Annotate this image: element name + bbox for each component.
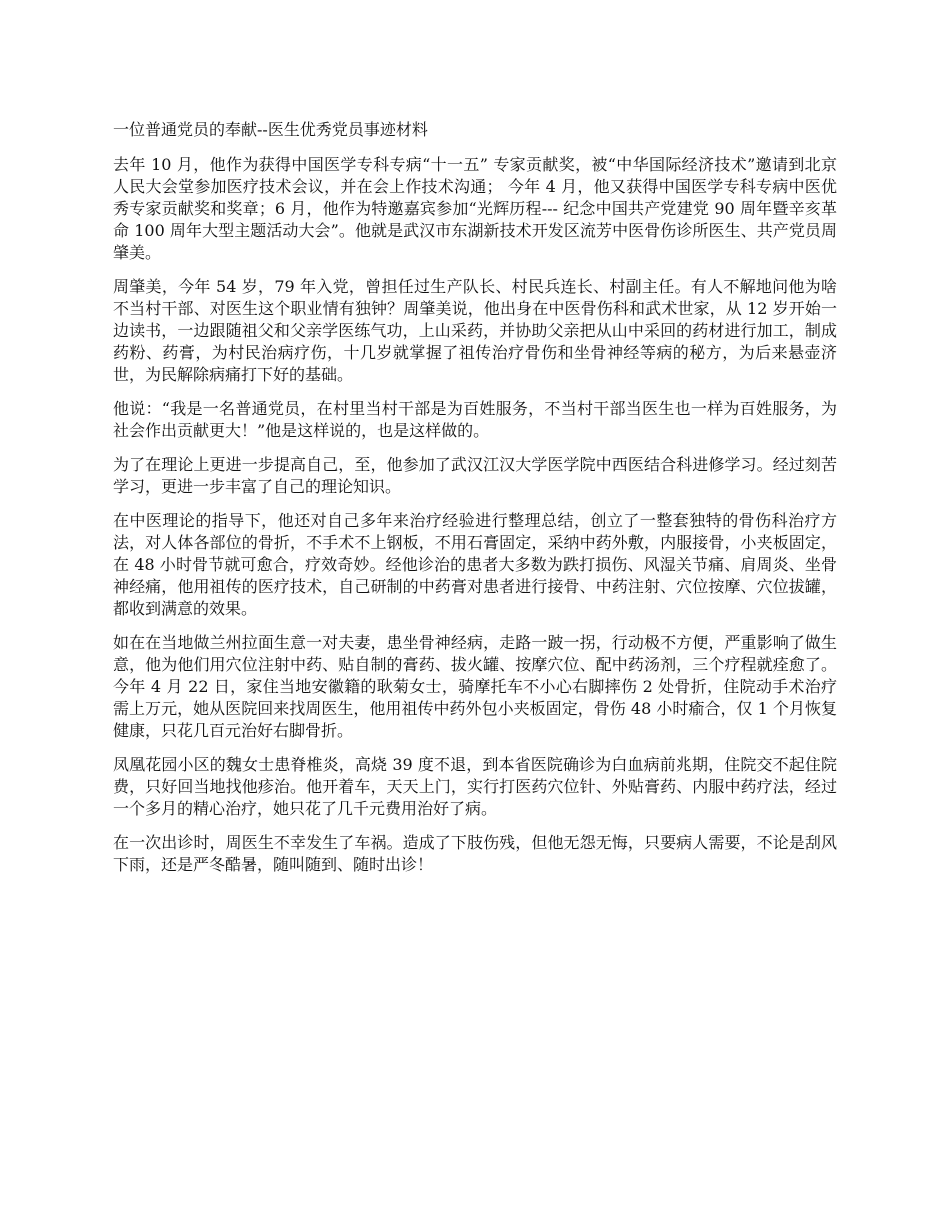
paragraph-8: 在一次出诊时，周医生不幸发生了车祸。造成了下肢伤残，但他无怨无悔，只要病人需要，不论是刮风下雨，还是严冬酷暑，随叫随到、随时出诊！ — [113, 833, 837, 874]
paragraph-7: 凤凰花园小区的魏女士患脊椎炎，高烧 39 度不退，到本省医院确诊为白血病前兆期，住院交不起住院费，只好回当地找他疹治。他开着车，天天上门，实行打医药穴位针、外贴膏药、内服中药疗法，经过一个多月的精心治疗，她只花了几千元费用治好了病。 — [113, 755, 837, 818]
paragraph-2: 周肇美，今年 54 岁，79 年入党，曾担任过生产队长、村民兵连长、村副主任。有人不解地问他为啥不当村干部、对医生这个职业情有独钟？周肇美说，他出身在中医骨伤科和武术世家，从 12 岁开始一边读书，一边跟随祖父和父亲学医练气功，上山采药，并协助父亲把从山中采回的药材进行加工，制成药粉、药膏，为村民治病疗伤，十几岁就掌握了祖传治疗骨伤和坐骨神经等病的秘方，为后来悬壶济世，为民解除病痛打下好的基础。 — [113, 277, 837, 384]
paragraph-4: 为了在理论上更进一步提高自己，至，他参加了武汉江汉大学医学院中西医结合科进修学习。经过刻苦学习，更进一步丰富了自己的理论知识。 — [113, 455, 837, 496]
paragraph-6: 如在在当地做兰州拉面生意一对夫妻，患坐骨神经病，走路一跛一拐，行动极不方便，严重影响了做生意，他为他们用穴位注射中药、贴自制的膏药、拔火罐、按摩穴位、配中药汤剂，三个疗程就痊愈了。今年 4 月 22 日，家住当地安徽籍的耿菊女士，骑摩托车不小心右脚摔伤 2 处骨折，住院动手术治疗需上万元，她从医院回来找周医生，他用祖传中药外包小夹板固定，骨伤 48 小时瘉合，仅 1 个月恢复健康，只花几百元治好右脚骨折。 — [113, 633, 837, 740]
paragraph-1: 去年 10 月，他作为获得中国医学专科专病“十一五” 专家贡献奖，被“中华国际经济技术”邀请到北京人民大会堂参加医疗技术会议，并在会上作技术沟通； 今年 4 月，他又获得中国医学专科专病中医优秀专家贡献奖和奖章；6 月，他作为特邀嘉宾参加“光辉历程--- 纪念中国共产党建党 90 周年暨辛亥革命 100 周年大型主题活动大会”。他就是武汉市东湖新技术开发区流芳中医骨伤诊所医生、共产党员周肇美。 — [113, 155, 837, 262]
paragraph-3: 他说：“我是一名普通党员，在村里当村干部是为百姓服务，不当村干部当医生也一样为百姓服务，为社会作出贡献更大！”他是这样说的，也是这样做的。 — [113, 399, 837, 440]
document-page — [113, 118, 837, 888]
paragraph-5: 在中医理论的指导下，他还对自己多年来治疗经验进行整理总结，创立了一整套独特的骨伤科治疗方法，对人体各部位的骨折，不手术不上钢板，不用石膏固定，采纳中药外敷，内服接骨，小夹板固定，在 48 小时骨节就可愈合，疗效奇妙。经他诊治的患者大多数为跌打损伤、风湿关节痛、肩周炎、坐骨神经痛，他用祖传的医疗技术，自己研制的中药膏对患者进行接骨、中药注射、穴位按摩、穴位拔罐，都收到满意的效果。 — [113, 511, 837, 618]
document-title: 一位普通党员的奉献--医生优秀党员事迹材料 — [113, 120, 428, 139]
